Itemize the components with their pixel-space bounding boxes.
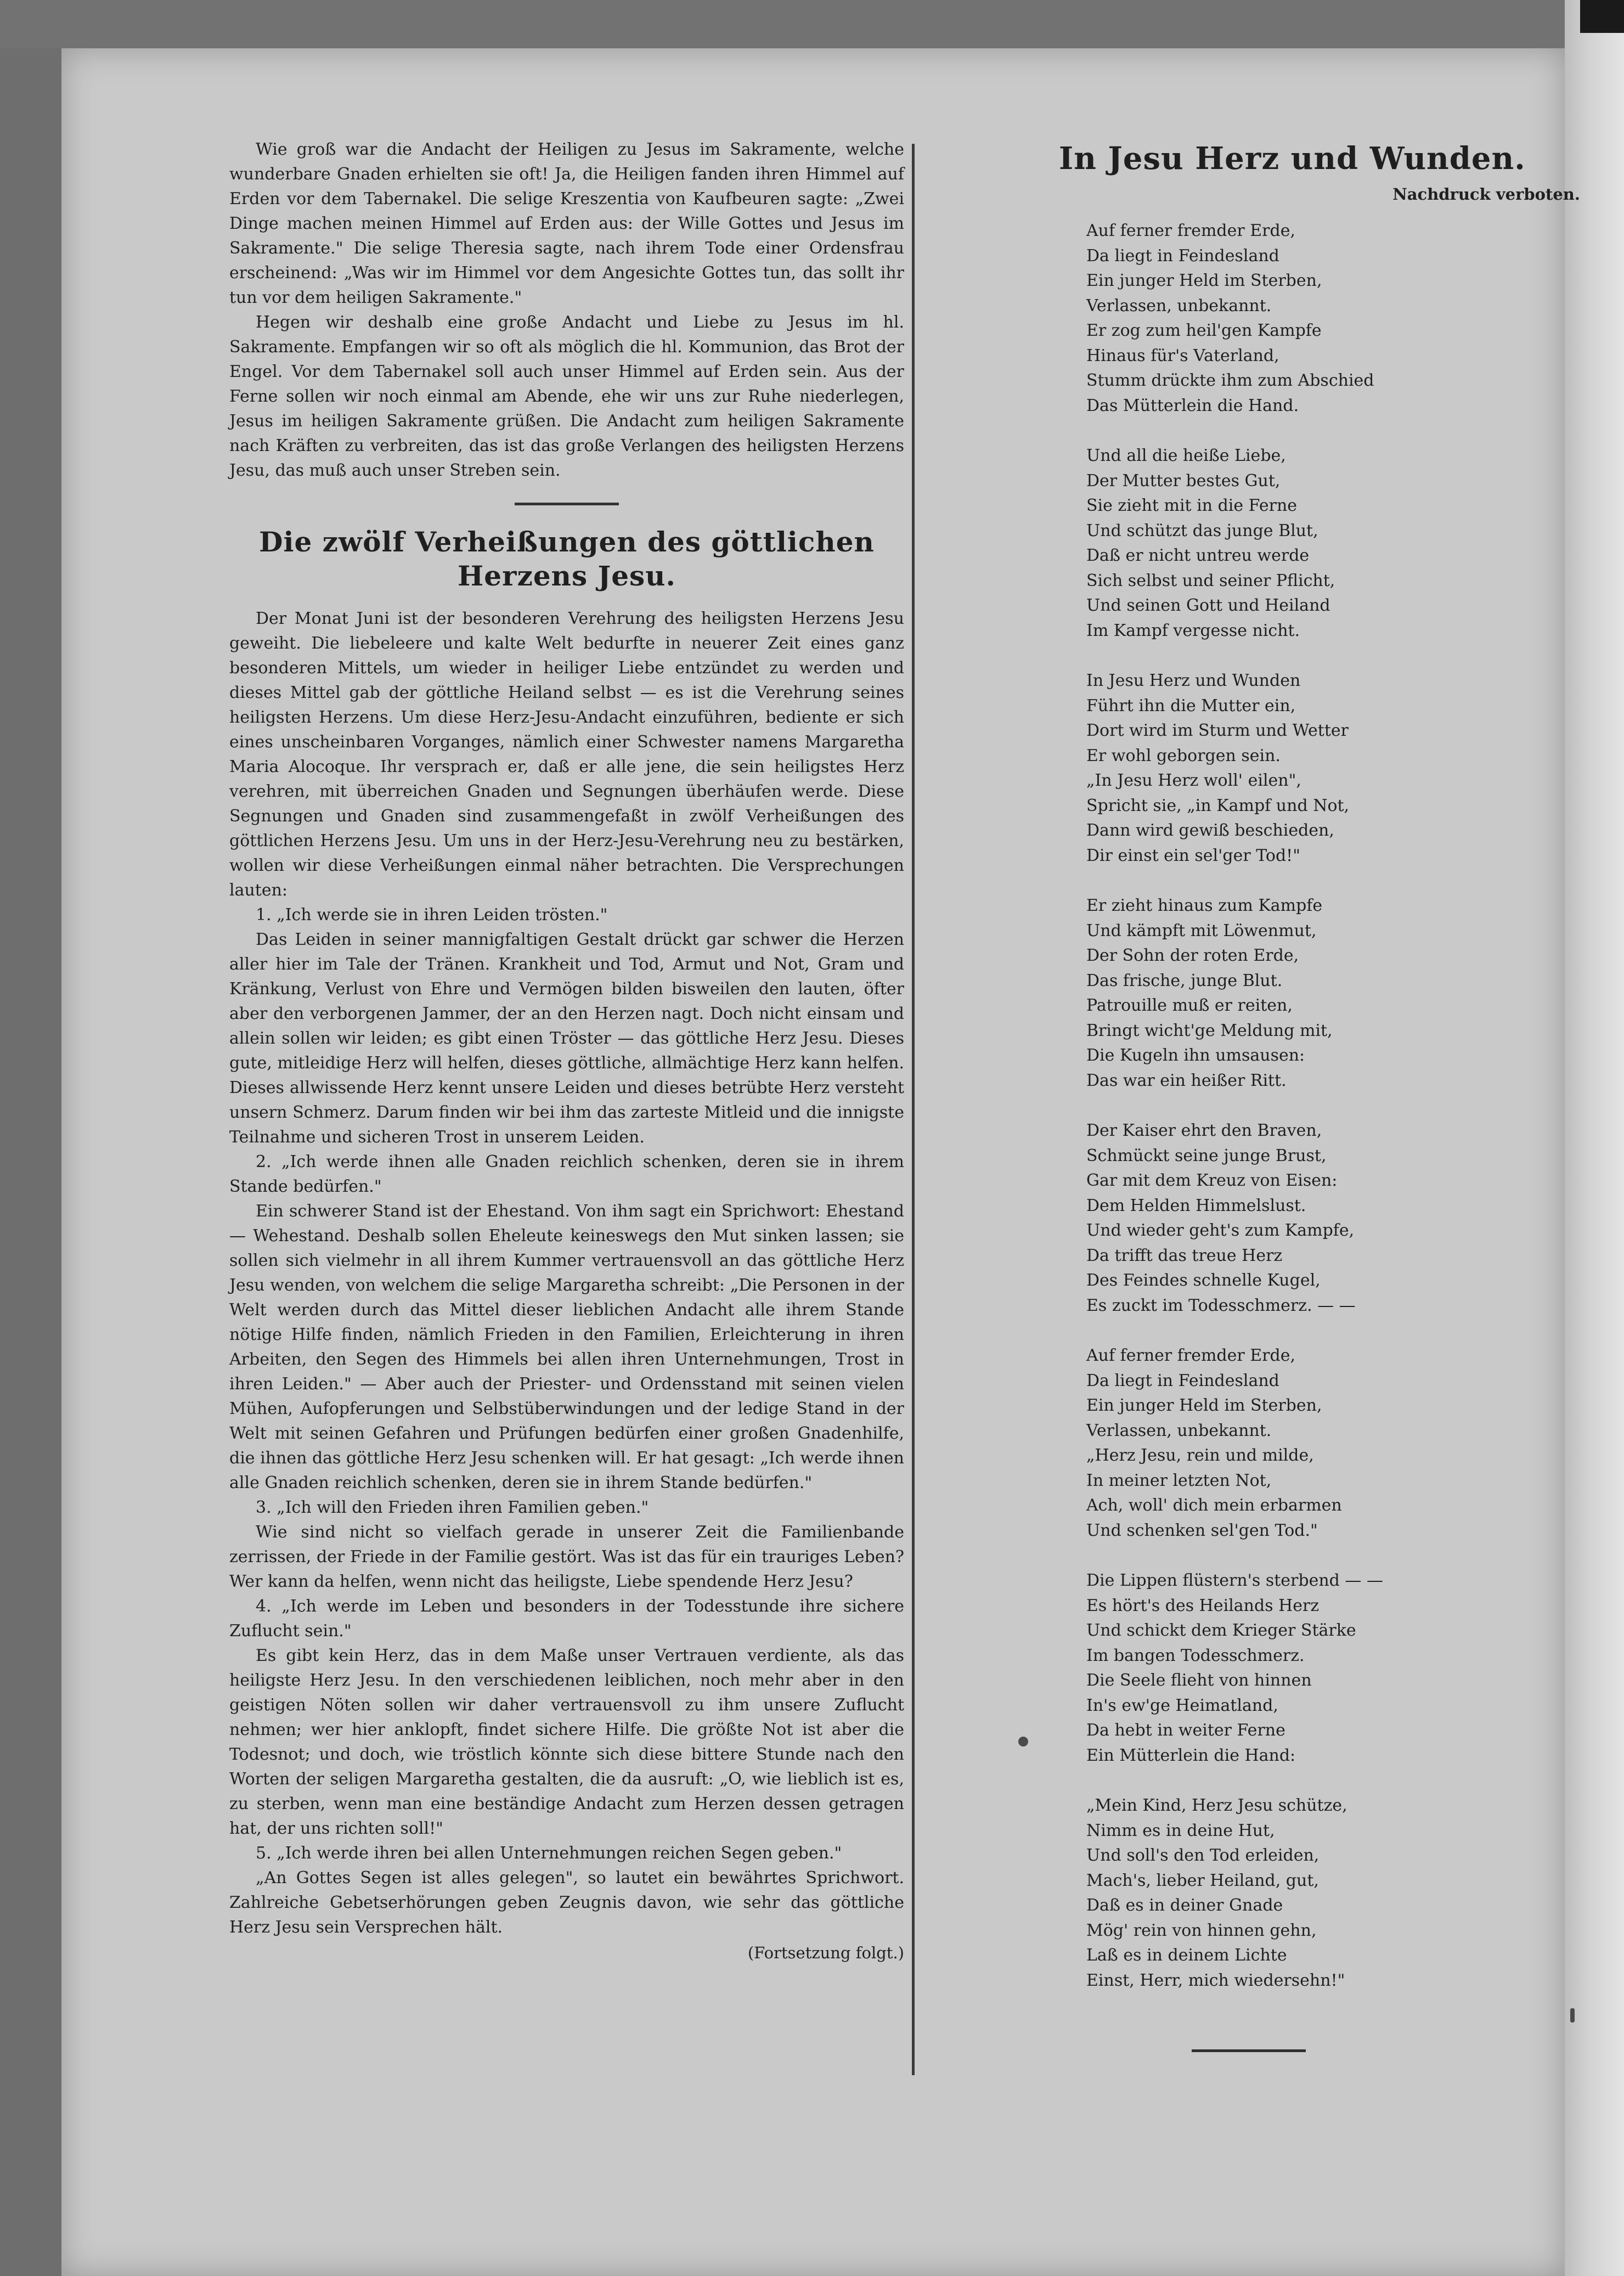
poem-line: Einst, Herr, mich wiedersehn!": [1086, 1970, 1345, 1990]
poem-line: Und schützt das junge Blut,: [1086, 521, 1318, 540]
poem-line: Sich selbst und seiner Pflicht,: [1086, 571, 1335, 590]
poem-line: Ein junger Held im Sterben,: [1086, 271, 1322, 290]
end-rule: [1192, 2049, 1306, 2052]
poem-line: Und schenken sel'gen Tod.": [1086, 1520, 1318, 1540]
poem-stanza: [1086, 218, 1580, 418]
poem-line: In Jesu Herz und Wunden: [1086, 671, 1301, 690]
section-title: [229, 525, 904, 593]
continuation-note: (Fortsetzung folgt.): [747, 1943, 904, 1962]
poem-line: Und soll's den Tod erleiden,: [1086, 1846, 1319, 1865]
poem-line: Dem Helden Himmelslust.: [1086, 1196, 1306, 1215]
body-paragraph: Es gibt kein Herz, das in dem Maße unser Vertrauen verdiente, als das heiligste Herz Jesu. In den verschiedenen leiblichen, noch mehr aber in den geistigen Nöten sollen wir daher vertrauensvoll zu ihm unsere Zuflucht nehmen; wer hier anklopft, findet sichere Hilfe. Die größte Not ist aber die Todesnot; und doch, wie tröstlich könnte sich diese bittere Stunde nach den Worten der seligen Margaretha gestalten, die da ausruft: „O, wie lieblich ist es, zu sterben, wenn man eine beständige Andacht zum Herzen dessen getragen hat, der uns richten soll!": [229, 1646, 904, 1838]
promise-heading-3: 3. „Ich will den Frieden ihren Familien geben.": [256, 1498, 649, 1517]
promise-heading-1: 1. „Ich werde sie in ihren Leiden trösten.": [256, 905, 608, 925]
poem-line: Ein junger Held im Sterben,: [1086, 1396, 1322, 1415]
poem-line: Gar mit dem Kreuz von Eisen:: [1086, 1171, 1338, 1190]
right-column: [1042, 137, 1580, 2018]
promise-heading-4: 4. „Ich werde im Leben und besonders in der Todesstunde ihre sichere Zuflucht sein.": [229, 1597, 904, 1641]
poem-line: Da hebt in weiter Ferne: [1086, 1721, 1285, 1740]
scan-corner: [1580, 0, 1624, 33]
left-column: [229, 137, 904, 1965]
poem-line: „Mein Kind, Herz Jesu schütze,: [1086, 1796, 1347, 1815]
poem-line: Der Sohn der roten Erde,: [1086, 946, 1299, 965]
poem-line: Nimm es in deine Hut,: [1086, 1821, 1275, 1840]
poem-line: Mög' rein von hinnen gehn,: [1086, 1920, 1317, 1940]
intro-paragraph: Hegen wir deshalb eine große Andacht und Liebe zu Jesus im hl. Sakramente. Empfangen wir so oft als möglich die hl. Kommunion, das Brot der Engel. Vor dem Tabernakel soll auch unser Himmel auf Erden sein. Aus der Ferne sollen wir noch einmal am Abende, ehe wir uns zur Ruhe niederlegen, Jesus im heiligen Sakramente grüßen. Die Andacht zum heiligen Sakramente nach Kräften zu verbreiten, das ist das große Verlangen des heiligsten Herzens Jesu, das muß auch unser Streben sein.: [229, 313, 904, 480]
poem-line: Laß es in deinem Lichte: [1086, 1946, 1287, 1965]
poem-line: Da liegt in Feindesland: [1086, 1371, 1279, 1390]
poem-line: Die Lippen flüstern's sterbend — —: [1086, 1571, 1383, 1590]
poem-stanza: [1086, 1568, 1580, 1768]
poem-line: Auf ferner fremder Erde,: [1086, 1346, 1295, 1365]
poem-line: Die Seele flieht von hinnen: [1086, 1671, 1312, 1690]
poem-line: Spricht sie, „in Kampf und Not,: [1086, 796, 1350, 815]
poem-line: Daß er nicht untreu werde: [1086, 546, 1310, 565]
poem-line: Da liegt in Feindesland: [1086, 246, 1279, 266]
poem-line: Mach's, lieber Heiland, gut,: [1086, 1871, 1319, 1890]
poem-line: „Herz Jesu, rein und milde,: [1086, 1446, 1314, 1465]
poem-stanza: [1086, 1343, 1580, 1543]
section-title-line2: Herzens Jesu.: [458, 560, 676, 592]
poem-line: Dann wird gewiß beschieden,: [1086, 821, 1334, 840]
poem-line: Und schickt dem Krieger Stärke: [1086, 1621, 1356, 1640]
poem-line: Und wieder geht's zum Kampfe,: [1086, 1221, 1355, 1240]
poem-line: Es hört's des Heilands Herz: [1086, 1596, 1319, 1615]
poem-stanzas: [1042, 218, 1580, 1993]
poem-line: Das frische, junge Blut.: [1086, 971, 1283, 990]
poem-line: Schmückt seine junge Brust,: [1086, 1146, 1327, 1165]
poem-stanza: [1086, 1118, 1580, 1318]
poem-line: Und kämpft mit Löwenmut,: [1086, 921, 1317, 940]
poem-stanza: [1086, 668, 1580, 868]
poem-line: Verlassen, unbekannt.: [1086, 1421, 1272, 1440]
poem-line: Patrouille muß er reiten,: [1086, 996, 1293, 1015]
body-paragraph: Das Leiden in seiner mannigfaltigen Gestalt drückt gar schwer die Herzen aller hier im Tale der Tränen. Krankheit und Tod, Armut und Not, Gram und Kränkung, Verlust von Ehre und Vermögen bilden bisweilen den lauten, öfter aber den verborgenen Jammer, der an den Herzen nagt. Doch nicht einsam und allein sollen wir leiden; es gibt einen Tröster — das göttliche Herz Jesu. Dieses gute, mitleidige Herz will helfen, dieses göttliche, allmächtige Herz kann helfen. Dieses allwissende Herz kennt unsere Leiden und dieses betrübte Herz versteht unsern Schmerz. Darum finden wir bei ihm das zarteste Mitleid und die innigste Teilnahme und sicheren Trost in unserem Leiden.: [229, 930, 904, 1147]
scan-top-edge: [0, 0, 1565, 48]
scan-mark: [1570, 2008, 1575, 2023]
scan-speck: [1018, 1737, 1028, 1747]
poem-line: Stumm drückte ihm zum Abschied: [1086, 371, 1374, 390]
intro-paragraph: Wie groß war die Andacht der Heiligen zu Jesus im Sakramente, welche wunderbare Gnaden erhielten sie oft! Ja, die Heiligen fanden ihren Himmel auf Erden vor dem Tabernakel. Die selige Kreszentia von Kaufbeuren sagte: „Zwei Dinge machen meinen Himmel auf Erden aus: der Wille Gottes und Jesus im Sakramente." Die selige Theresia sagte, nach ihrem Tode einer Ordensfrau erscheinend: „Was wir im Himmel vor dem Angesichte Gottes tun, das sollt ihr tun vor dem heiligen Sakramente.": [229, 140, 904, 307]
poem-line: In's ew'ge Heimatland,: [1086, 1695, 1278, 1715]
poem-line: Das Mütterlein die Hand.: [1086, 396, 1299, 415]
body-paragraph: Der Monat Juni ist der besonderen Verehrung des heiligsten Herzens Jesu geweiht. Die liebeleere und kalte Welt bedurfte in neuerer Zeit eines ganz besonderen Mittels, um wieder in heiliger Liebe entzündet zu werden und dieses Mittel gab der göttliche Heiland selbst — es ist die Verehrung seines heiligsten Herzens. Um diese Herz-Jesu-Andacht einzuführen, bediente er sich eines unscheinbaren Vorganges, nämlich einer Schwester namens Margaretha Maria Alocoque. Ihr versprach er, daß er alle jene, die sein heiligstes Herz verehren, mit überreichen Gnaden und Segnungen überhäufen werde. Diese Segnungen und Gnaden sind zusammengefaßt in zwölf Verheißungen des göttlichen Herzens Jesu. Um uns in der Herz-Jesu-Verehrung neu zu bestärken, wollen wir diese Verheißungen einmal näher betrachten. Die Versprechungen lauten:: [229, 609, 904, 900]
reprint-notice: Nachdruck verboten.: [1392, 185, 1580, 204]
poem-line: Da trifft das treue Herz: [1086, 1246, 1283, 1265]
poem-line: Die Kugeln ihn umsausen:: [1086, 1046, 1305, 1065]
poem-line: „In Jesu Herz woll' eilen",: [1086, 771, 1301, 790]
poem-line: Hinaus für's Vaterland,: [1086, 346, 1279, 365]
poem-line: Des Feindes schnelle Kugel,: [1086, 1271, 1321, 1290]
body-paragraph: Wie sind nicht so vielfach gerade in unserer Zeit die Familienbande zerrissen, der Friede in der Familie gestört. Was ist das für ein trauriges Leben? Wer kann da helfen, wenn nicht das heiligste, Liebe spendende Herz Jesu?: [229, 1523, 904, 1591]
poem-stanza: [1086, 1793, 1580, 1993]
poem-line: Dir einst ein sel'ger Tod!": [1086, 846, 1301, 865]
poem-line: Er zieht hinaus zum Kampfe: [1086, 896, 1323, 915]
poem-stanza: [1086, 893, 1580, 1093]
poem-line: Ach, woll' dich mein erbarmen: [1086, 1496, 1342, 1515]
poem-line: Er wohl geborgen sein.: [1086, 746, 1281, 765]
poem-line: Ein Mütterlein die Hand:: [1086, 1745, 1296, 1765]
poem-line: Bringt wicht'ge Meldung mit,: [1086, 1021, 1333, 1040]
promise-heading-5: 5. „Ich werde ihren bei allen Unternehmungen reichen Segen geben.": [256, 1844, 842, 1863]
poem-line: Im Kampf vergesse nicht.: [1086, 621, 1300, 640]
promise-heading-2: 2. „Ich werde ihnen alle Gnaden reichlich schenken, deren sie in ihrem Stande bedürfen.": [229, 1152, 904, 1196]
column-divider: [912, 144, 915, 2075]
poem-line: Und seinen Gott und Heiland: [1086, 596, 1330, 615]
poem-line: Daß es in deiner Gnade: [1086, 1896, 1283, 1915]
poem-line: Er zog zum heil'gen Kampfe: [1086, 321, 1322, 340]
poem-line: Im bangen Todesschmerz.: [1086, 1646, 1305, 1665]
poem-line: Auf ferner fremder Erde,: [1086, 221, 1295, 240]
body-paragraph: Ein schwerer Stand ist der Ehestand. Von ihm sagt ein Sprichwort: Ehestand — Wehestand. Deshalb sollen Eheleute keineswegs den Mut sinken lassen; sie sollen sich vielmehr in all ihrem Kummer vertrauensvoll an das göttliche Herz Jesu wenden, von welchem die selige Margaretha schreibt: „Die Personen in der Welt werden durch das Mittel dieser lieblichen Andacht alle ihrem Stande nötige Hilfe finden, nämlich Frieden in den Familien, Erleichterung in ihren Arbeiten, den Segen des Himmels bei allen ihren Unternehmungen, Trost in ihren Leiden." — Aber auch der Priester- und Ordensstand mit seinen vielen Mühen, Aufopferungen und Selbstüberwindungen und der ledige Stand in der Welt mit seinen Gefahren und Prüfungen bedürfen einer großen Gnadenhilfe, die ihnen das göttliche Herz Jesu schenken will. Er hat gesagt: „Ich werde ihnen alle Gnaden reichlich schenken, deren sie in ihrem Stande bedürfen.": [229, 1202, 904, 1492]
poem-line: Sie zieht mit in die Ferne: [1086, 496, 1298, 515]
poem-line: Dort wird im Sturm und Wetter: [1086, 721, 1349, 740]
poem-stanza: [1086, 443, 1580, 643]
poem-line: In meiner letzten Not,: [1086, 1471, 1272, 1490]
body-paragraph: „An Gottes Segen ist alles gelegen", so lautet ein bewährtes Sprichwort. Zahlreiche Gebetserhörungen geben Zeugnis davon, wie sehr das göttliche Herz Jesu sein Versprechen hält.: [229, 1868, 904, 1937]
poem-line: Der Kaiser ehrt den Braven,: [1086, 1121, 1322, 1140]
poem-line: Führt ihn die Mutter ein,: [1086, 696, 1296, 716]
poem-line: Der Mutter bestes Gut,: [1086, 471, 1281, 491]
poem-title: In Jesu Herz und Wunden.: [1059, 140, 1526, 177]
poem-line: Und all die heiße Liebe,: [1086, 446, 1286, 465]
section-divider: [515, 503, 619, 505]
poem-line: Es zuckt im Todesschmerz. — —: [1086, 1295, 1356, 1315]
poem-line: Verlassen, unbekannt.: [1086, 296, 1272, 316]
poem-line: Das war ein heißer Ritt.: [1086, 1071, 1287, 1090]
section-title-line1: Die zwölf Verheißungen des göttlichen: [259, 526, 875, 558]
